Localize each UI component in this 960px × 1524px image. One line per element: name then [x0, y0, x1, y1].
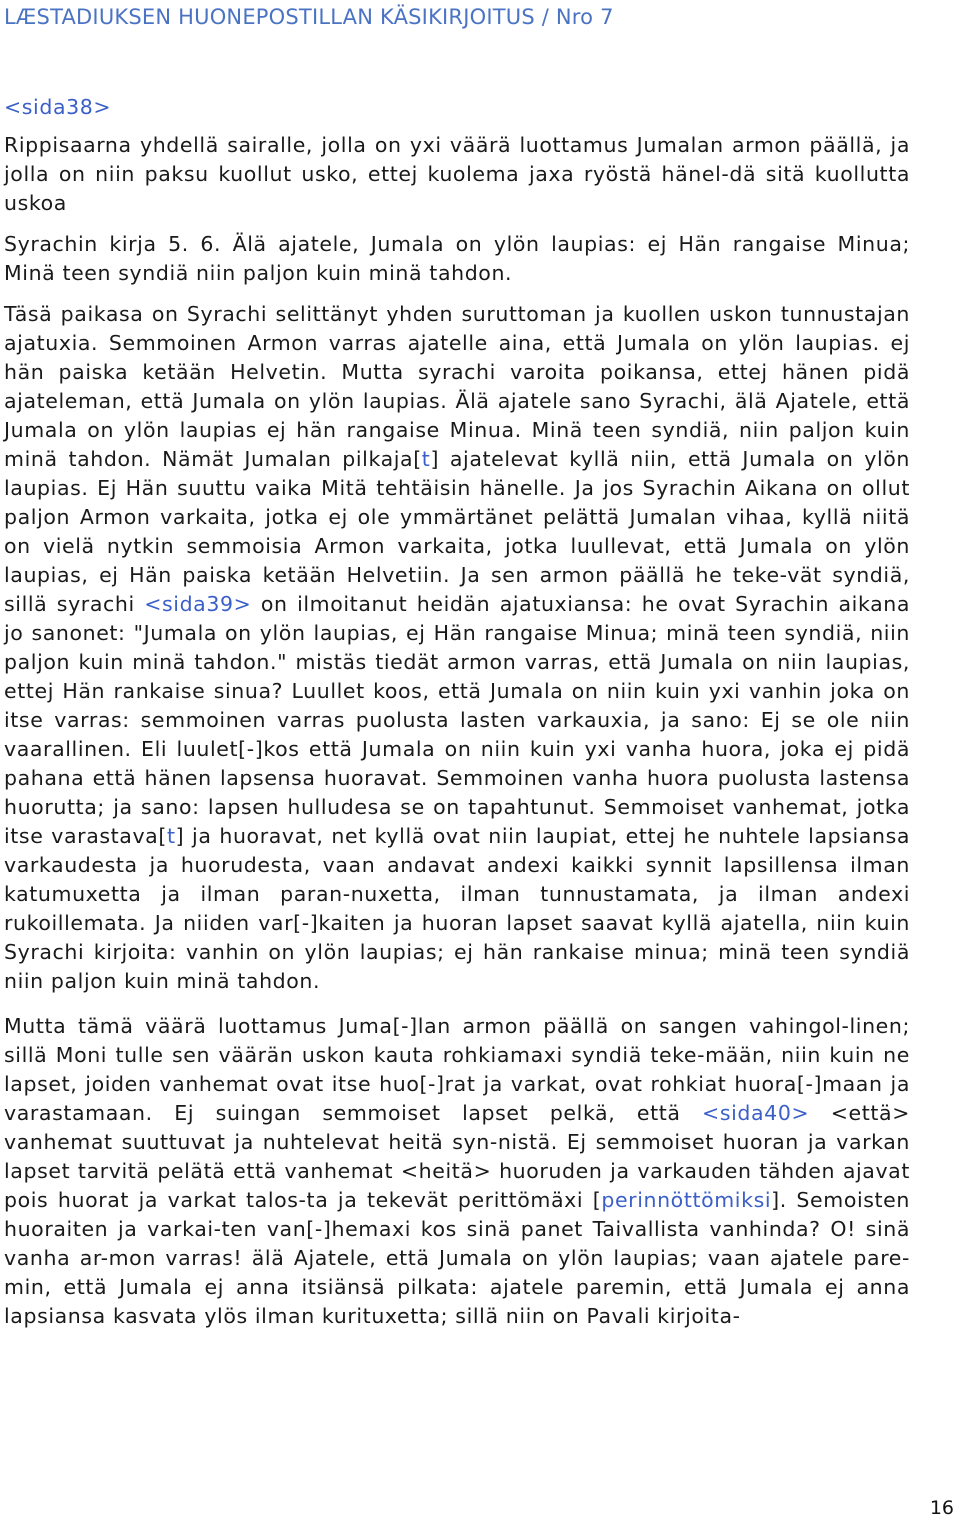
- body-paragraph: Mutta tämä väärä luottamus Juma[-]lan armon päällä on sangen vahingol-linen; sillä Moni tulle sen väärän uskon kauta rohkiamaxi syndiä teke-mään, niin kuin ne lapset, joiden vanhemat ovat itse huo[-]rat ja varkat, ovat rohkiat huora[-]maan ja varastamaan. Ej suingan semmoiset lapset pelkä, että <sida40> <että> vanhemat suuttuvat ja nuhtelevat heitä syn-nistä. Ej semmoiset huoran ja varkan lapset tarvitä pelätä että vanhemat <heitä> huoruden ja varkauden tähden ajavat pois huorat ja varkat talos-ta ja tekevät perittömäxi [perinnöttömiksi]. Semoisten huoraiten ja varkai-ten van[-]hemaxi kos sinä panet Taivallista vanhinda? O! sinä vanha ar-mon varras! älä Ajatele, että Jumala on ylön laupias; vaan ajatele pare-min, että Jumala ej anna itsiänsä pilkata: ajatele paremin, että Jumala ej anna lapsiansa kasvata ylös ilman kurituxetta; sillä niin on Pavali kirjoita-: [4, 1014, 910, 1328]
- editorial-insertion: t: [166, 824, 176, 848]
- page-marker: <sida38>: [4, 95, 112, 119]
- document-body: [4, 93, 910, 1331]
- scripture-reference: Syrachin kirja 5. 6. Älä ajatele, Jumala on ylön laupias: ej Hän rangaise Minua; Minä teen syndiä niin paljon kuin minä tahdon.: [4, 232, 910, 285]
- body-paragraph: Täsä paikasa on Syrachi selittänyt yhden suruttoman ja kuollen uskon tunnustajan ajatuxia. Semmoinen Armon varras ajatelle aina, että Jumala on ylön laupias. ej hän paiska ketään Helvetin. Mutta syrachi varoita poikansa, ettej hänen pidä ajateleman, että Jumala on ylön laupias. Älä ajatele sano Syrachi, älä Ajatele, että Jumala on ylön laupias ej hän rangaise Minua. Minä teen syndiä, niin paljon kuin minä tahdon. Nämät Jumalan pilkaja[t] ajatelevat kyllä niin, että Jumala on ylön laupias. Ej Hän suuttu vaika Mitä tehtäisin hänelle. Ja jos Syrachin Aikana on ollut paljon Armon varkaita, jotka ej ole ymmärtänet pelättä Jumalan vihaa, kyllä niitä on vielä nytkin semmoisia Armon varkaita, jotka luullevat, että Jumala on ylön laupias, ej Hän paiska ketään Helvetiin. Ja sen armon päällä he teke-vät syndiä, sillä syrachi <sida39> on ilmoitanut heidän ajatuxiansa: he ovat Syrachin aikana jo sanonet: "Jumala on ylön laupias, ej Hän rangaise Minua; minä teen syndiä, niin paljon kuin minä tahdon." mistäs tiedät armon varras, että Jumala on niin laupias, ettej Hän rankaise sinua? Luullet koos, että Jumala on niin kuin yxi vanhin joka on itse varras: semmoinen varras puolusta lasten varkauxia, ja sano: Ej se ole niin vaarallinen. Eli luulet[-]kos että Jumala on niin kuin yxi vanha huora, joka ej pidä pahana että hänen lapsensa huoravat. Semmoinen vanha huora puolusta lastensa huorutta; ja sano: lapsen hulludesa se on tapahtunut. Semmoiset vanhemat, jotka itse varastava[t] ja huoravat, net kyllä ovat niin laupiat, ettej he nuhtele lapsiansa varkaudesta ja huorudesta, vaan andavat andexi kaikki synnit lapsillensa ilman katumuxetta ja ilman paran-nuxetta, ilman tunnustamata, ja ilman andexi rukoillemata. Ja niiden var[-]kaiten ja huoran lapset saavat kyllä ajatella, niin kuin Syrachi kirjoita: vanhin on ylön laupias; ej hän rankaise minua; minä teen syndiä niin paljon kuin minä tahdon.: [4, 302, 911, 993]
- document-header: LÆSTADIUKSEN HUONEPOSTILLAN KÄSIKIRJOITUS / Nro 7: [4, 5, 614, 29]
- editorial-insertion: t: [421, 447, 431, 471]
- page-marker-inline: <sida40>: [702, 1101, 810, 1125]
- page-marker-inline: <sida39>: [144, 592, 252, 616]
- page-number: 16: [929, 1497, 954, 1519]
- editorial-insertion: perinnöttömiksi: [601, 1188, 772, 1212]
- sermon-title: Rippisaarna yhdellä sairalle, jolla on yxi väärä luottamus Jumalan armon päällä, ja jolla on niin paksu kuollut usko, ettej kuolema jaxa ryöstä hänel-dä sitä kuollutta uskoa: [4, 133, 910, 215]
